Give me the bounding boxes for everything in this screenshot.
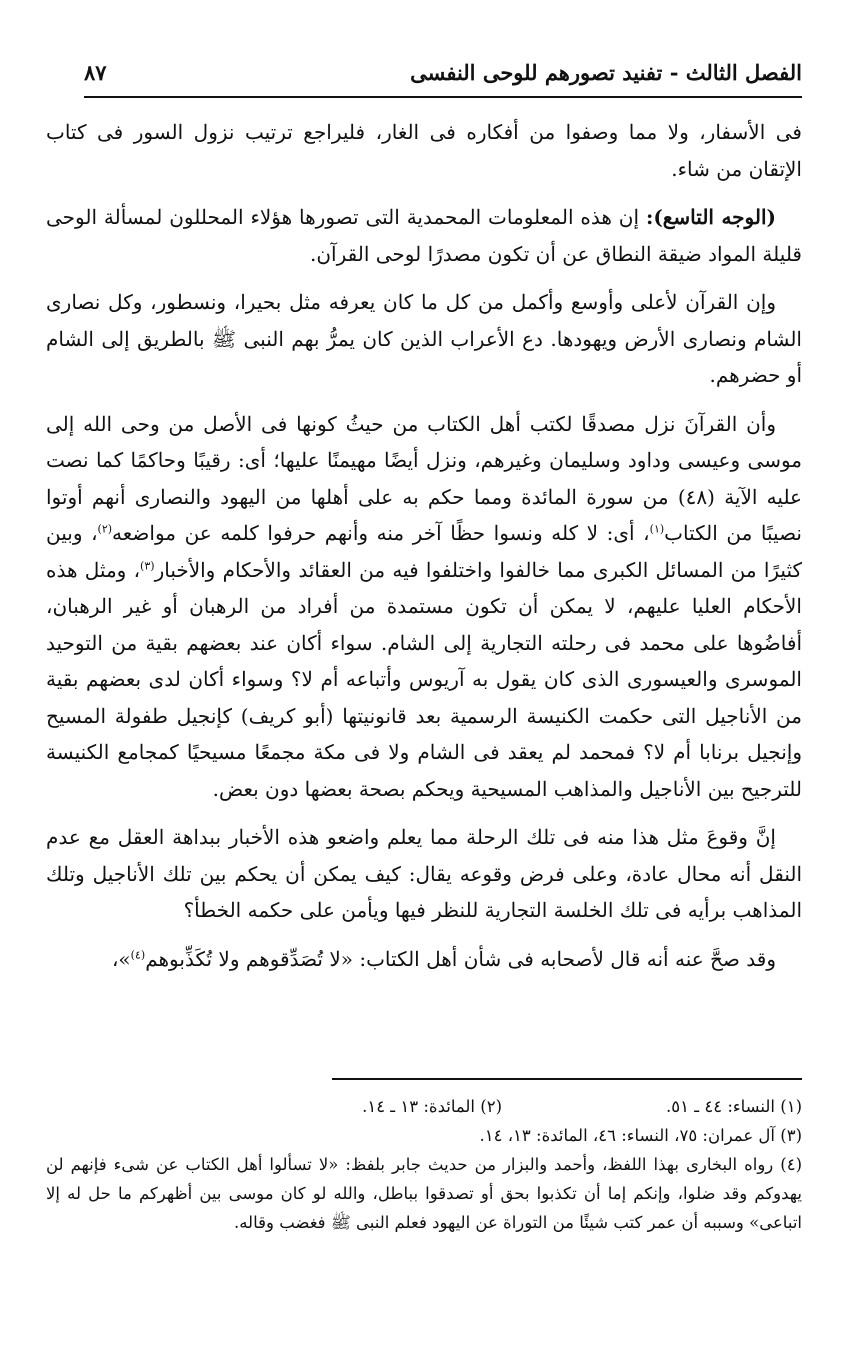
footnote-row (46, 1092, 802, 1121)
footnote-ref-3[interactable]: (٣) (140, 558, 155, 572)
paragraph-2 (46, 199, 802, 272)
footnote-ref-1[interactable]: (١) (649, 522, 665, 536)
paragraph-4-part-c: ، وبين كثيرًا من المسائل الكبرى مما خالفوا واختلفوا فيه من العقائد والأحكام والأخبار (46, 521, 803, 582)
footnotes-divider (332, 1078, 802, 1080)
paragraph-5: إنَّ وقوعَ مثل هذا منه فى تلك الرحلة مما يعلم واضعو هذه الأخبار ببداهة العقل مع عدم النقل أنه محال عادة، وعلى فرض وقوعه يقال: كيف يمكن أن يحكم بين تلك الأناجيل وتلك المذاهب برأيه فى تلك الخلسة التجارية للنظر فيها ويأمن على حكمه الخطأ؟ (46, 825, 803, 922)
paragraph-3: وإن القرآن لأعلى وأوسع وأكمل من كل ما كان يعرفه مثل بحيرا، ونسطور، وكل نصارى الشام ونصارى الأرض ويهودها. دع الأعراب الذين كان يمرُّ بهم النبى ﷺ بالطريق إلى الشام أو حضرهم. (46, 290, 802, 387)
main-text (46, 114, 802, 989)
paragraph-2-text: إن هذه المعلومات المحمدية التى تصورها هؤلاء المحللون لمسألة الوحى قليلة المواد ضيقة النطاق عن أن تكون مصدرًا لوحى القرآن. (46, 205, 802, 266)
paragraph-4-part-b: ، أى: لا كله ونسوا حظًا آخر منه وأنهم حرفوا كلمه عن مواضعه (112, 521, 650, 545)
section-heading: (الوجه التاسع): (645, 205, 776, 229)
footnote-ref-4[interactable]: (٤) (130, 947, 146, 961)
footnote-1: (١) النساء: ٤٤ ـ ٥١. (666, 1097, 802, 1116)
running-title: الفصل الثالث - تفنيد تصورهم للوحى النفسى (410, 60, 802, 85)
footnote-2: (٢) المائدة: ١٣ ـ ١٤. (362, 1097, 502, 1116)
footnotes (46, 1092, 802, 1237)
paragraph-6 (46, 941, 802, 978)
footnote-ref-2[interactable]: (٢) (97, 522, 113, 536)
paragraph-4-part-d: ، ومثل هذه الأحكام العليا عليهم، لا يمكن أن تكون مستمدة من أفراد من الرهبان أو غير الرهبان، أفاضُوها على محمد فى رحلته التجارية إلى الشام. سواء أكان عند بعضهم بقية من التوحيد الموسرى والعيسورى الذى كان يقول به آريوس وأتباعه أم لا؟ وسواء أكان لدى بعضهم بقية من الأناجيل التى حكمت الكنيسة الرسمية بعد قانونيتها (أبو كريف) كإنجيل طفولة المسيح وإنجيل برنابا أم لا؟ فمحمد لم يعقد فى الشام ولا فى مكة مجمعًا مسيحيًا كمجامع الكنيسة للترجيح بين الأناجيل والمذاهب المسيحية ويحكم بصحة بعضها دون بعض. (46, 557, 802, 801)
paragraph-1: فى الأسفار، ولا مما وصفوا من أفكاره فى الغار، فليراجع ترتيب نزول السور فى كتاب الإتقان من شاء. (46, 120, 802, 181)
paragraph-4 (46, 406, 802, 808)
paragraph-4-part-a: وأن القرآنَ نزل مصدقًا لكتب أهل الكتاب من حيثُ كونها فى الأصل من وحى الله إلى موسى وعيسى وداود وسليمان وغيرهم، ونزل أيضًا مهيمنًا عليها؛ أى: رقيبًا وحاكمًا كما نصت عليه الآية (٤٨) من سورة المائدة ومما حكم به على أهلها من اليهود والنصارى أنهم أوتوا نصيبًا من الكتاب (46, 411, 802, 545)
footnote-4: (٤) رواه البخارى بهذا اللفظ، وأحمد والبزار من حديث جابر بلفظ: «لا تسألوا أهل الكتاب عن شىء فإنهم لن يهدوكم وقد ضلوا، وإنكم إما أن تكذبوا بحق أو تصدقوا بباطل، والله لو كان موسى بين أظهركم ما حل له إلا اتباعى» وسببه أن عمر كتب شيئًا من التوراة عن اليهود فعلم النبى ﷺ فغضب وقاله. (46, 1155, 802, 1232)
page-header (84, 58, 802, 98)
paragraph-6-part-a: وقد صحَّ عنه أنه قال لأصحابه فى شأن أهل الكتاب: «لا تُصَدِّقوهم ولا تُكَذِّبوهم (145, 946, 776, 971)
footnote-3: (٣) آل عمران: ٧٥، النساء: ٤٦، المائدة: ١٣، ١٤. (479, 1126, 802, 1145)
paragraph-6-part-b: »، (111, 946, 131, 971)
page-number: ٨٧ (84, 60, 107, 85)
